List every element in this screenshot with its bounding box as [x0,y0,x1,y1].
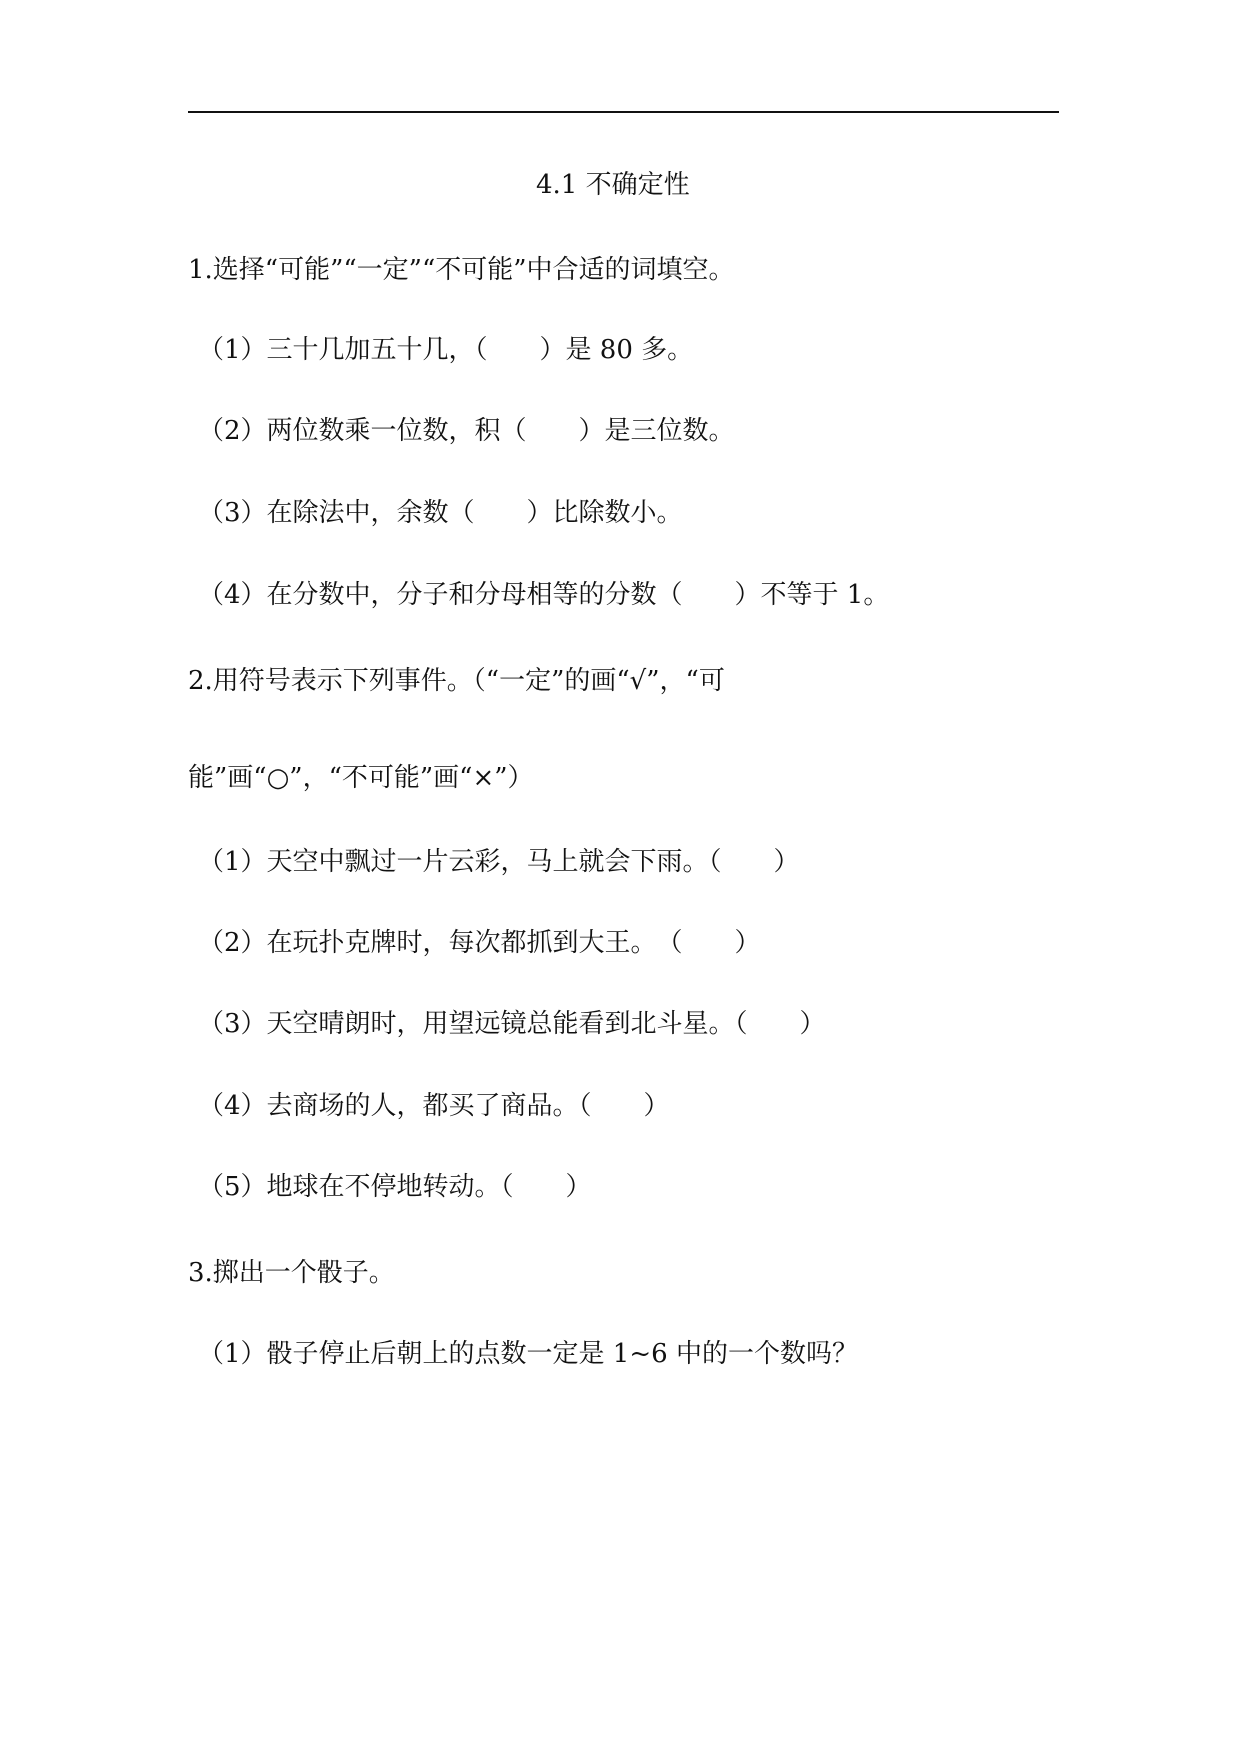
question-2-item-1: （1）天空中飘过一片云彩，马上就会下雨。（ ） [198,847,800,877]
header-rule [188,111,1059,113]
question-3-prompt: 3.掷出一个骰子。 [188,1258,395,1288]
question-2-prompt-line-1: 2.用符号表示下列事件。（“一定”的画“√”，“可 [188,666,725,696]
question-1-item-3: （3）在除法中，余数（ ）比除数小。 [198,498,683,528]
question-1-item-2: （2）两位数乘一位数，积（ ）是三位数。 [198,416,735,446]
question-2-item-3: （3）天空晴朗时，用望远镜总能看到北斗星。（ ） [198,1009,826,1039]
page-title: 4.1 不确定性 [536,170,690,200]
question-1-item-4: （4）在分数中，分子和分母相等的分数（ ）不等于 1。 [198,580,890,610]
question-2-item-4: （4）去商场的人，都买了商品。（ ） [198,1091,670,1121]
question-2-item-5: （5）地球在不停地转动。（ ） [198,1172,592,1202]
question-1-prompt: 1.选择“可能”“一定”“不可能”中合适的词填空。 [188,255,735,285]
question-2-item-2: （2）在玩扑克牌时，每次都抓到大王。 （ ） [198,928,761,958]
question-2-prompt-line-2: 能”画“○”，“不可能”画“×”） [188,763,534,793]
question-1-item-1: （1）三十几加五十几，（ ）是 80 多。 [198,335,694,365]
question-3-item-1: （1）骰子停止后朝上的点数一定是 1~6 中的一个数吗？ [198,1339,858,1369]
